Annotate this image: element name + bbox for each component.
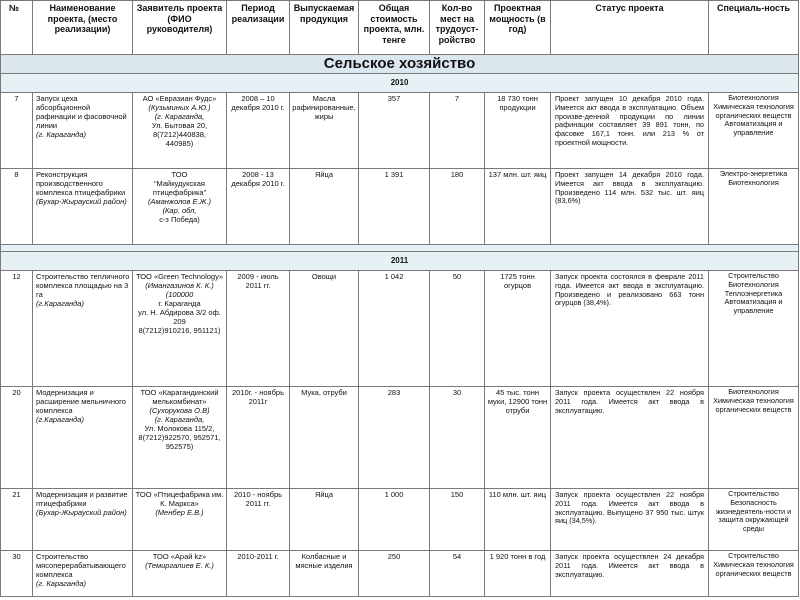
project-name-cell xyxy=(33,551,133,597)
group-spacer-row xyxy=(1,245,799,252)
applicant-line: (г. Караганда, xyxy=(154,415,205,424)
project-name: Реконструкция производственного комплекса птицефабрики xyxy=(36,170,126,197)
applicant-cell xyxy=(133,93,227,169)
project-cost: 1 042 xyxy=(359,271,430,387)
specialty-item: Строительство xyxy=(728,489,779,498)
products: Колбасные и мясные изделия xyxy=(290,551,359,597)
project-number: 7 xyxy=(1,93,33,169)
section-row xyxy=(1,55,799,74)
project-location: (г.Караганда) xyxy=(36,415,84,424)
period: 2009 - июль 2011 гг. xyxy=(227,271,290,387)
products: Яйца xyxy=(290,489,359,551)
capacity: 1 920 тонн в год xyxy=(485,551,551,597)
products: Масла рафинированные, жиры xyxy=(290,93,359,169)
header-capacity: Проектная мощность (в год) xyxy=(485,1,551,55)
specialty-item: Автоматизация и управление xyxy=(724,119,783,137)
project-name: Строительство тепличного комплекса площадью на 3 га xyxy=(36,272,130,299)
capacity: 1725 тонн огурцов xyxy=(485,271,551,387)
applicant-line: “Майкудукская птицефабрика” xyxy=(152,179,207,197)
project-status: Проект запущен 14 декабря 2010 года. Имеется акт ввода в эксплуатацию. Произведено 114 млн. 532 тыс. шт. яиц (83,6%) xyxy=(551,169,709,245)
capacity: 45 тыс. тонн муки, 12900 тонн отруби xyxy=(485,387,551,489)
specialty-item: Строительство xyxy=(728,551,779,560)
year-label: 2010 xyxy=(1,74,799,93)
period: 2010г. - ноябрь 2011г xyxy=(227,387,290,489)
header-status: Статус проекта xyxy=(551,1,709,55)
project-location: (Бухар-Жырауский район) xyxy=(36,197,127,206)
project-name-cell xyxy=(33,169,133,245)
specialty-cell xyxy=(709,271,799,387)
project-location: (г.Караганда) xyxy=(36,299,84,308)
specialty-item: Автоматизация и управление xyxy=(724,297,783,315)
table-row xyxy=(1,489,799,551)
project-name-cell xyxy=(33,93,133,169)
products: Мука, отруби xyxy=(290,387,359,489)
applicant-line: (Менбер Е.В.) xyxy=(155,508,204,517)
applicant-line: 8(7212)910216, 951121) xyxy=(138,326,221,335)
jobs-count: 30 xyxy=(430,387,485,489)
period: 2010-2011 г. xyxy=(227,551,290,597)
specialty-cell xyxy=(709,169,799,245)
jobs-count: 54 xyxy=(430,551,485,597)
header-num: № xyxy=(1,1,33,55)
project-name: Строительство мясоперерабатывающего комплекса xyxy=(36,552,126,579)
project-number: 20 xyxy=(1,387,33,489)
project-status: Проект запущен 10 декабря 2010 года. Имеется акт ввода в эксплуатацию. Объем произве-денной продукции по линии рафинации составляет 39 891 тонн, по фасовке 167,1 тонн. или 213 % от проектной мощности. xyxy=(551,93,709,169)
project-name: Запуск цеха абсорбционной рафинации и фасовочной линии xyxy=(36,94,127,130)
project-cost: 1 000 xyxy=(359,489,430,551)
applicant-line: 8(7212)922570, 952571, 952575) xyxy=(138,433,221,451)
specialty-item: Химическая технология органических веществ xyxy=(713,101,794,120)
period: 2010 - ноябрь 2011 гг. xyxy=(227,489,290,551)
period: 2008 – 10 декабря 2010 г. xyxy=(227,93,290,169)
period: 2008 - 13 декабря 2010 г. xyxy=(227,169,290,245)
applicant-line: (г. Караганда, xyxy=(154,112,205,121)
products: Овощи xyxy=(290,271,359,387)
specialty-cell xyxy=(709,387,799,489)
project-cost: 357 xyxy=(359,93,430,169)
project-name-cell xyxy=(33,271,133,387)
table-row xyxy=(1,93,799,169)
table-row xyxy=(1,551,799,597)
project-status: Запуск проекта осуществлен 22 ноября 2011 года. Имеется акт ввода в эксплуатацию. xyxy=(551,387,709,489)
project-number: 30 xyxy=(1,551,33,597)
project-number: 12 xyxy=(1,271,33,387)
applicant-line: ул. Н. Абдирова 3/2 оф. 209 xyxy=(138,308,221,326)
applicant-line: г. Караганда xyxy=(158,299,201,308)
project-name: Модернизация и развитие птицефабрики xyxy=(36,490,128,508)
specialty-item: Биотехнология xyxy=(728,387,779,396)
applicant-line: (Сухорукова О.В) xyxy=(149,406,210,415)
year-label: 2011 xyxy=(1,252,799,271)
applicant-line: (100000 xyxy=(165,290,194,299)
project-status: Запуск проекта осуществлен 22 ноября 2011 года. Имеется акт ввода в эксплуатацию. Выпущено 37 950 тыс. штук яиц (34,5%). xyxy=(551,489,709,551)
specialty-item: Строительство xyxy=(728,271,779,280)
applicant-cell xyxy=(133,489,227,551)
project-location: (г. Караганда) xyxy=(36,130,87,139)
year-row xyxy=(1,74,799,93)
applicant-cell xyxy=(133,271,227,387)
project-name-cell xyxy=(33,387,133,489)
specialty-item: Биотехнология xyxy=(728,279,779,289)
specialty-item: Теплоэнергетика xyxy=(724,288,783,298)
jobs-count: 180 xyxy=(430,169,485,245)
products: Яйца xyxy=(290,169,359,245)
table-row xyxy=(1,169,799,245)
project-status: Запуск проекта состоялся в феврале 2011 года. Имеется акт ввода в эксплуатацию. Произведено и реализовано 663 тонн огурцов (38,4%). xyxy=(551,271,709,387)
capacity: 110 млн. шт. яиц xyxy=(485,489,551,551)
applicant-cell xyxy=(133,387,227,489)
header-products: Выпускаемая продукция xyxy=(290,1,359,55)
project-location: (Бухар-Жырауский район) xyxy=(36,508,127,517)
applicant-line: (Кар. обл, xyxy=(162,206,197,215)
applicant-line: с-з Победа) xyxy=(159,215,200,224)
applicant-cell xyxy=(133,551,227,597)
header-period: Период реализации xyxy=(227,1,290,55)
applicant-line: АО «Евразиан Фудс» xyxy=(142,94,217,103)
specialty-cell xyxy=(709,551,799,597)
applicant-line: 8(7212)440838, xyxy=(153,130,206,139)
jobs-count: 7 xyxy=(430,93,485,169)
applicant-line: (Имангазинов К. К.) xyxy=(145,281,214,290)
project-name-cell xyxy=(33,489,133,551)
section-title: Сельское хозяйство xyxy=(1,55,799,74)
applicant-line: 440985) xyxy=(165,139,194,148)
capacity: 137 млн. шт. яиц xyxy=(485,169,551,245)
applicant-line: ТОО «Птицефабрика им. К. Маркса» xyxy=(135,490,224,508)
project-cost: 1 391 xyxy=(359,169,430,245)
table-row xyxy=(1,387,799,489)
header-jobs: Кол-во мест на трудоуст-ройство xyxy=(430,1,485,55)
applicant-line: ТОО «Green Technology» xyxy=(135,272,224,281)
applicant-line: (Аманжолов Е.Ж.) xyxy=(147,197,212,206)
capacity: 18 730 тонн продукции xyxy=(485,93,551,169)
specialty-item: Химическая технология органических веществ xyxy=(713,395,794,414)
project-cost: 283 xyxy=(359,387,430,489)
applicant-line: Ул. Бытовая 20, xyxy=(151,121,208,130)
header-spec: Специаль-ность xyxy=(709,1,799,55)
applicant-line: Ул. Молокова 115/2, xyxy=(144,424,215,433)
group-spacer xyxy=(1,245,799,252)
header-cost: Общая стоимость проекта, млн. тенге xyxy=(359,1,430,55)
table-row xyxy=(1,271,799,387)
project-name: Модернизация и расширение мельничного комплекса xyxy=(36,388,126,415)
applicant-line: (Темиргалиев Е. К.) xyxy=(145,561,214,570)
specialty-item: Биотехнология xyxy=(728,177,779,187)
specialty-item: Безопасность жизнедеятель-ности и защита окружающей среды xyxy=(715,497,792,533)
specialty-item: Биотехнология xyxy=(728,93,779,102)
table-header-row xyxy=(1,1,799,55)
project-number: 21 xyxy=(1,489,33,551)
header-applicant: Заявитель проекта (ФИО руководителя) xyxy=(133,1,227,55)
jobs-count: 150 xyxy=(430,489,485,551)
specialty-cell xyxy=(709,93,799,169)
year-row xyxy=(1,252,799,271)
project-status: Запуск проекта осуществлен 24 декабря 2011 года. Имеется акт ввода в эксплуатацию. xyxy=(551,551,709,597)
applicant-line: ТОО xyxy=(171,170,188,179)
applicant-cell xyxy=(133,169,227,245)
applicant-line: (Кузьминых А.Ю.) xyxy=(148,103,211,112)
header-name: Наименование проекта, (место реализации) xyxy=(33,1,133,55)
project-cost: 250 xyxy=(359,551,430,597)
specialty-item: Химическая технология органических веществ xyxy=(713,559,794,578)
specialty-item: Электро-энергетика xyxy=(719,169,788,178)
specialty-cell xyxy=(709,489,799,551)
project-number: 8 xyxy=(1,169,33,245)
applicant-line: ТОО «Карагандинский мелькомбинат» xyxy=(140,388,219,406)
jobs-count: 50 xyxy=(430,271,485,387)
project-location: (г. Караганда) xyxy=(36,579,87,588)
applicant-line: ТОО «Арай kz» xyxy=(152,552,207,561)
